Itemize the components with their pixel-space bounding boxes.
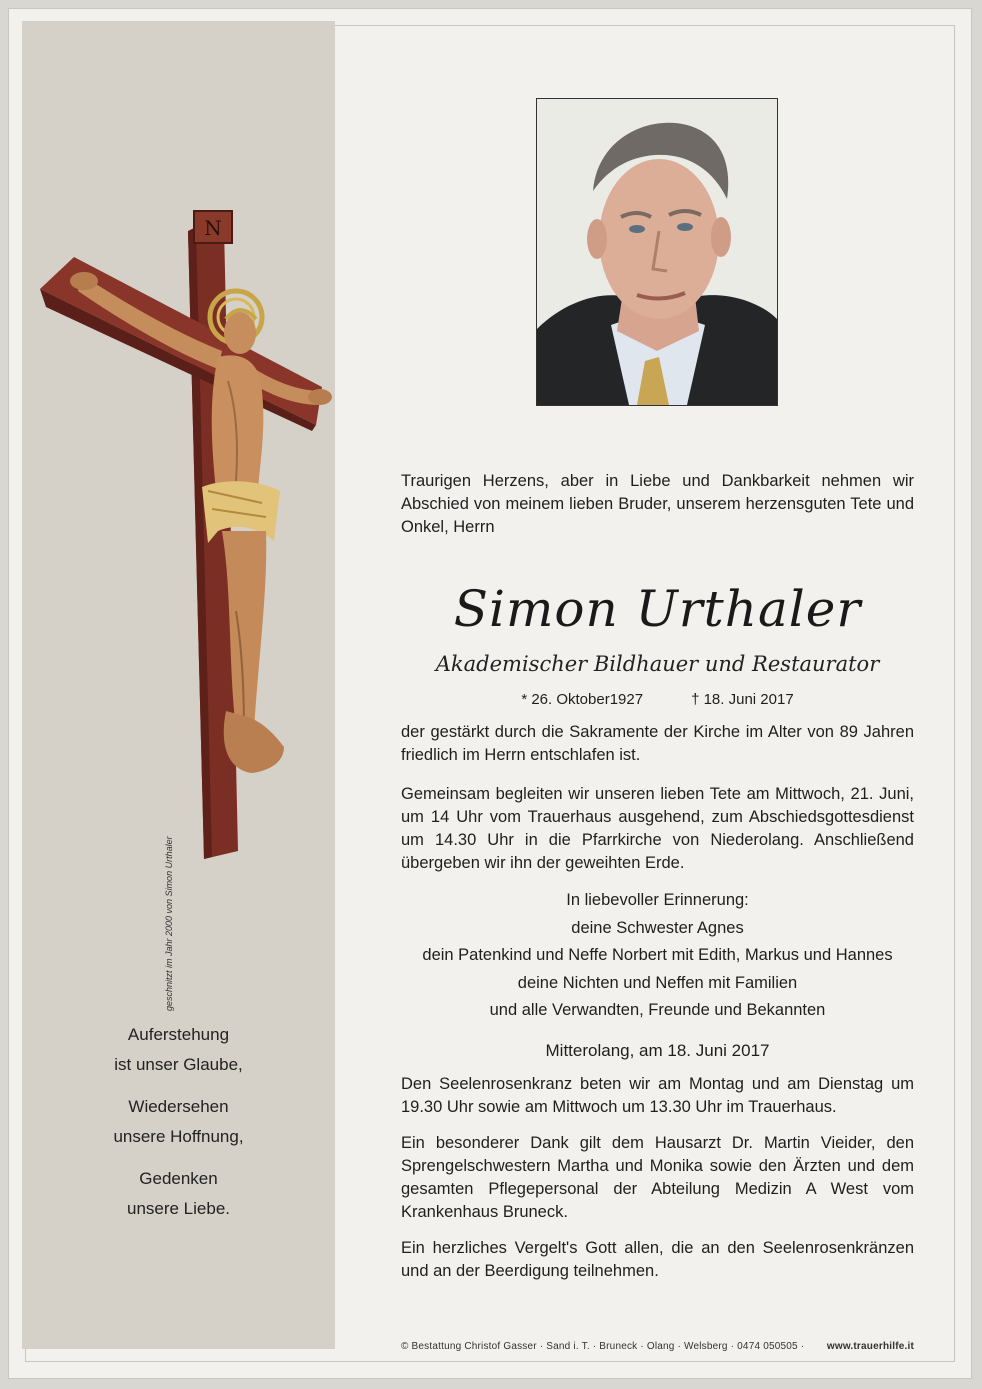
- mourner-line: In liebevoller Erinnerung:: [566, 891, 749, 909]
- verse-line: ist unser Glaube,: [114, 1055, 243, 1074]
- verse-line: Wiedersehen: [128, 1097, 229, 1116]
- funeral-text: Gemeinsam begleiten wir unseren lieben Tete am Mittwoch, 21. Juni, um 14 Uhr vom Trauerhaus ausgehend, zum Abschiedsgottesdienst um 14.30 Uhr in die Pfarrkirche von Niederolang. Anschließend übergeben wir ihn der geweihten Erde.: [401, 785, 914, 872]
- verse-line: Gedenken: [139, 1169, 218, 1188]
- thanks-text: Ein besonderer Dank gilt dem Hausarzt Dr. Martin Vieider, den Sprengelschwestern Martha und Monika sowie den Ärzten und dem gesamten Pflegepersonal der Abteilung Medizin A West vom Krankenhaus Bruneck.: [401, 1133, 914, 1221]
- website-link[interactable]: www.trauerhilfe.it: [826, 1341, 914, 1352]
- place-date: Mitterolang, am 18. Juni 2017: [545, 1040, 770, 1060]
- mourner-line: deine Nichten und Neffen mit Familien: [517, 973, 798, 992]
- intro-text: Traurigen Herzens, aber in Liebe und Dankbarkeit nehmen wir Abschied von meinem lieben Bruder, unserem herzensguten Tete und Onkel, Herrn: [401, 472, 914, 536]
- deceased-profession: Akademischer Bildhauer und Restaurator: [435, 652, 880, 676]
- verse-line: unsere Liebe.: [126, 1199, 231, 1218]
- verse-stanza: [22, 1164, 335, 1224]
- memorial-verse: [22, 1020, 335, 1236]
- verse-stanza: [22, 1092, 335, 1152]
- svg-text:N: N: [204, 216, 222, 240]
- portrait-icon: [537, 99, 777, 405]
- mourners-list: [401, 887, 914, 1025]
- crucifix-image: [22, 191, 335, 1011]
- passing-text: der gestärkt durch die Sakramente der Kirche im Alter von 89 Jahren friedlich im Herrn entschlafen ist.: [401, 723, 914, 764]
- mourner-line: und alle Verwandten, Freunde und Bekannten: [489, 1001, 826, 1019]
- deceased-name: Simon Urthaler: [453, 580, 862, 638]
- mourner-line: deine Schwester Agnes: [571, 918, 744, 937]
- crucifix-icon: [22, 191, 335, 881]
- undertaker-info: © Bestattung Christof Gasser · Sand i. T. · Bruneck · Olang · Welsberg · 0474 050505 ·: [401, 1341, 805, 1352]
- verse-line: unsere Hoffnung,: [113, 1127, 244, 1146]
- verse-line: Auferstehung: [127, 1025, 230, 1044]
- carving-credit: geschnitzt im Jahr 2000 von Simon Urthaler: [164, 836, 174, 1011]
- portrait-photo: [536, 98, 778, 406]
- notice-text: [401, 470, 914, 1283]
- verse-stanza: [22, 1020, 335, 1080]
- gratitude-text: Ein herzliches Vergelt's Gott allen, die an den Seelenrosenkränzen und an der Beerdigung teilnehmen.: [401, 1238, 914, 1280]
- footer: [401, 1341, 914, 1352]
- life-dates: [401, 689, 914, 711]
- death-date: † 18. Juni 2017: [691, 691, 794, 708]
- birth-date: * 26. Oktober1927: [521, 691, 644, 708]
- rosary-text: Den Seelenrosenkranz beten wir am Montag und am Dienstag um 19.30 Uhr sowie am Mittwoch um 13.30 Uhr im Trauerhaus.: [401, 1074, 914, 1116]
- mourner-line: dein Patenkind und Neffe Norbert mit Edith, Markus und Hannes: [422, 946, 893, 964]
